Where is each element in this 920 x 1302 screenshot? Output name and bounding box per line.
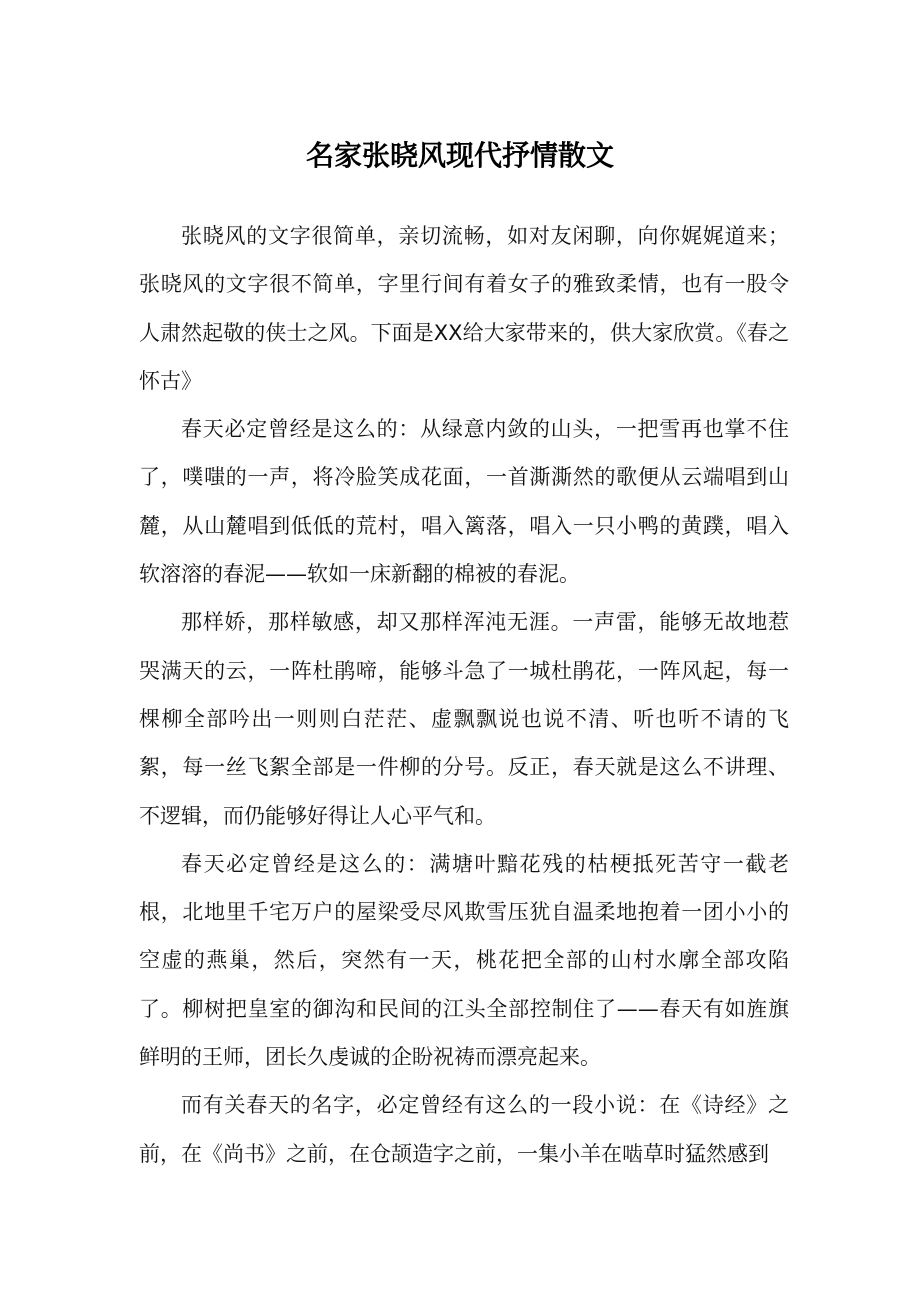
document-title: 名家张晓风现代抒情散文 [305,138,614,172]
document-body [139,212,789,1178]
paragraph-3: 那样娇，那样敏感，却又那样浑沌无涯。一声雷，能够无故地惹哭满天的云，一阵杜鹃啼，能够斗急了一城杜鹃花，一阵风起，每一棵柳全部吟出一则则白茫茫、虚飘飘说也说不清、听也听不请的飞絮，每一丝飞絮全部是一件柳的分号。反正，春天就是这么不讲理、不逻辑，而仍能够好得让人心平气和。 [139,610,789,828]
paragraph-4: 春天必定曾经是这么的：满塘叶黯花残的枯梗抵死苦守一截老根，北地里千宅万户的屋梁受尽风欺雪压犹自温柔地抱着一团小小的空虚的燕巢，然后，突然有一天，桃花把全部的山村水廓全部攻陷了。柳树把皇室的御沟和民间的江头全部控制住了——春天有如旌旗鲜明的王师，团长久虔诚的企盼祝祷而漂亮起来。 [139,851,789,1070]
paragraph-intro: 张晓风的文字很简单，亲切流畅，如对友闲聊，向你娓娓道来；张晓风的文字很不简单，字里行间有着女子的雅致柔情，也有一股令人肃然起敬的侠士之风。下面是XX给大家带来的，供大家欣赏。《春之怀古》 [139,224,789,393]
paragraph-5: 而有关春天的名字，必定曾经有这么的一段小说：在《诗经》之前，在《尚书》之前，在仓颉造字之前，一集小羊在啮草时猛然感到 [139,1093,789,1166]
paragraph-2: 春天必定曾经是这么的：从绿意内敛的山头，一把雪再也掌不住了，噗嗤的一声，将冷脸笑成花面，一首澌澌然的歌便从云端唱到山麓，从山麓唱到低低的荒村，唱入篱落，唱入一只小鸭的黄蹼，唱入软溶溶的春泥——软如一床新翻的棉被的春泥。 [139,417,789,587]
